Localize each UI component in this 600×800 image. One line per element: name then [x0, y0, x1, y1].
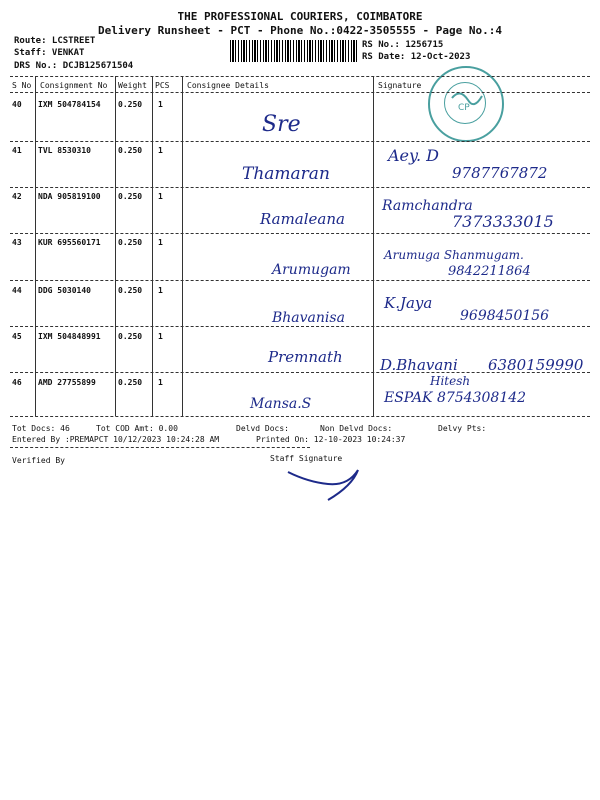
row-rule [10, 187, 590, 188]
row-weight: 0.250 [118, 238, 143, 247]
row-consignment: DDG 5030140 [38, 286, 91, 295]
footer-rule [10, 447, 310, 448]
table-bottom-rule [10, 416, 590, 417]
consignee-handwriting: Ramaleana [260, 210, 345, 228]
row-pcs: 1 [158, 146, 163, 155]
row-weight: 0.250 [118, 100, 143, 109]
phone-handwriting: 7373333015 [452, 212, 554, 231]
row-sno: 41 [12, 146, 22, 155]
col-divider [115, 76, 116, 416]
total-docs: Tot Docs: 46 [12, 424, 70, 433]
row-rule [10, 326, 590, 327]
row-sno: 42 [12, 192, 22, 201]
total-cod-amount: Tot COD Amt: 0.00 [96, 424, 178, 433]
row-weight: 0.250 [118, 332, 143, 341]
svg-text:CP: CP [458, 103, 470, 113]
row-pcs: 1 [158, 192, 163, 201]
col-consignee: Consignee Details [187, 81, 269, 90]
row-weight: 0.250 [118, 192, 143, 201]
row-consignment: AMD 27755899 [38, 378, 96, 387]
signature-handwriting: Ramchandra [382, 198, 473, 214]
rs-number: RS No.: 1256715 [362, 40, 444, 50]
row-weight: 0.250 [118, 146, 143, 155]
drs-number: DRS No.: DCJB125671504 [14, 61, 134, 71]
row-sno: 45 [12, 332, 22, 341]
consignee-handwriting: Premnath [268, 348, 343, 366]
row-consignment: IXM 504848991 [38, 332, 101, 341]
row-consignment: KUR 695560171 [38, 238, 101, 247]
route-label: Route: LCSTREET [14, 36, 96, 46]
signature-handwriting: K.Jaya [384, 294, 433, 312]
non-delivered-docs: Non Delvd Docs: [320, 424, 393, 433]
col-divider [35, 76, 36, 416]
verified-by-label: Verified By [12, 456, 65, 465]
row-sno: 43 [12, 238, 22, 247]
consignee-handwriting: Mansa.S [250, 396, 312, 412]
row-weight: 0.250 [118, 286, 143, 295]
col-divider [182, 76, 183, 416]
phone-handwriting: 9787767872 [452, 164, 548, 182]
signature-handwriting: Hitesh [430, 374, 471, 388]
row-rule [10, 141, 590, 142]
company-title: THE PROFESSIONAL COURIERS, COIMBATORE [177, 10, 423, 23]
signature-handwriting: D.Bhavani [380, 356, 458, 374]
signature-handwriting: Arumuga Shanmugam. [384, 248, 524, 262]
row-consignment: IXM 504784154 [38, 100, 101, 109]
signature-handwriting: Aey. D [388, 146, 439, 165]
consignee-handwriting: Sre [262, 112, 301, 137]
header-top-rule [10, 76, 590, 77]
row-rule [10, 280, 590, 281]
row-sno: 44 [12, 286, 22, 295]
col-signature: Signature [378, 81, 422, 90]
company-stamp [428, 66, 504, 142]
phone-handwriting: 9698450156 [460, 308, 550, 324]
row-rule [10, 233, 590, 234]
col-divider [152, 76, 153, 416]
phone-handwriting: 9842211864 [448, 264, 531, 279]
row-pcs: 1 [158, 238, 163, 247]
consignee-handwriting: Arumugam [272, 262, 351, 278]
barcode [230, 40, 358, 62]
consignee-handwriting: Bhavanisa [272, 310, 345, 326]
staff-label: Staff: VENKAT [14, 48, 85, 58]
header-bottom-rule [10, 92, 590, 93]
col-divider [373, 76, 374, 416]
row-sno: 46 [12, 378, 22, 387]
col-pcs: PCS [155, 81, 170, 90]
runsheet-subtitle: Delivery Runsheet - PCT - Phone No.:0422-3505555 - Page No.:4 [98, 24, 502, 37]
row-consignment: NDA 905819100 [38, 192, 101, 201]
printed-on: Printed On: 12-10-2023 10:24:37 [256, 435, 406, 444]
row-pcs: 1 [158, 378, 163, 387]
consignee-handwriting: Thamaran [242, 164, 330, 184]
row-pcs: 1 [158, 286, 163, 295]
row-weight: 0.250 [118, 378, 143, 387]
row-pcs: 1 [158, 100, 163, 109]
col-consignment: Consignment No [40, 81, 108, 90]
col-weight: Weight [118, 81, 147, 90]
delivered-docs: Delvd Docs: [236, 424, 289, 433]
entered-by: Entered By :PREMAPCT 10/12/2023 10:24:28 AM [12, 435, 220, 444]
row-rule [10, 372, 590, 373]
delivery-points: Delvy Pts: [438, 424, 487, 433]
staff-signature-label: Staff Signature [270, 454, 343, 463]
row-sno: 40 [12, 100, 22, 109]
col-sno: S No [12, 81, 32, 90]
phone-handwriting: 6380159990 [488, 356, 584, 374]
staff-signature-scribble [280, 462, 370, 506]
row-pcs: 1 [158, 332, 163, 341]
phone-handwriting: ESPAK 8754308142 [384, 390, 527, 406]
row-consignment: TVL 8530310 [38, 146, 91, 155]
rs-date: RS Date: 12-Oct-2023 [362, 52, 471, 62]
